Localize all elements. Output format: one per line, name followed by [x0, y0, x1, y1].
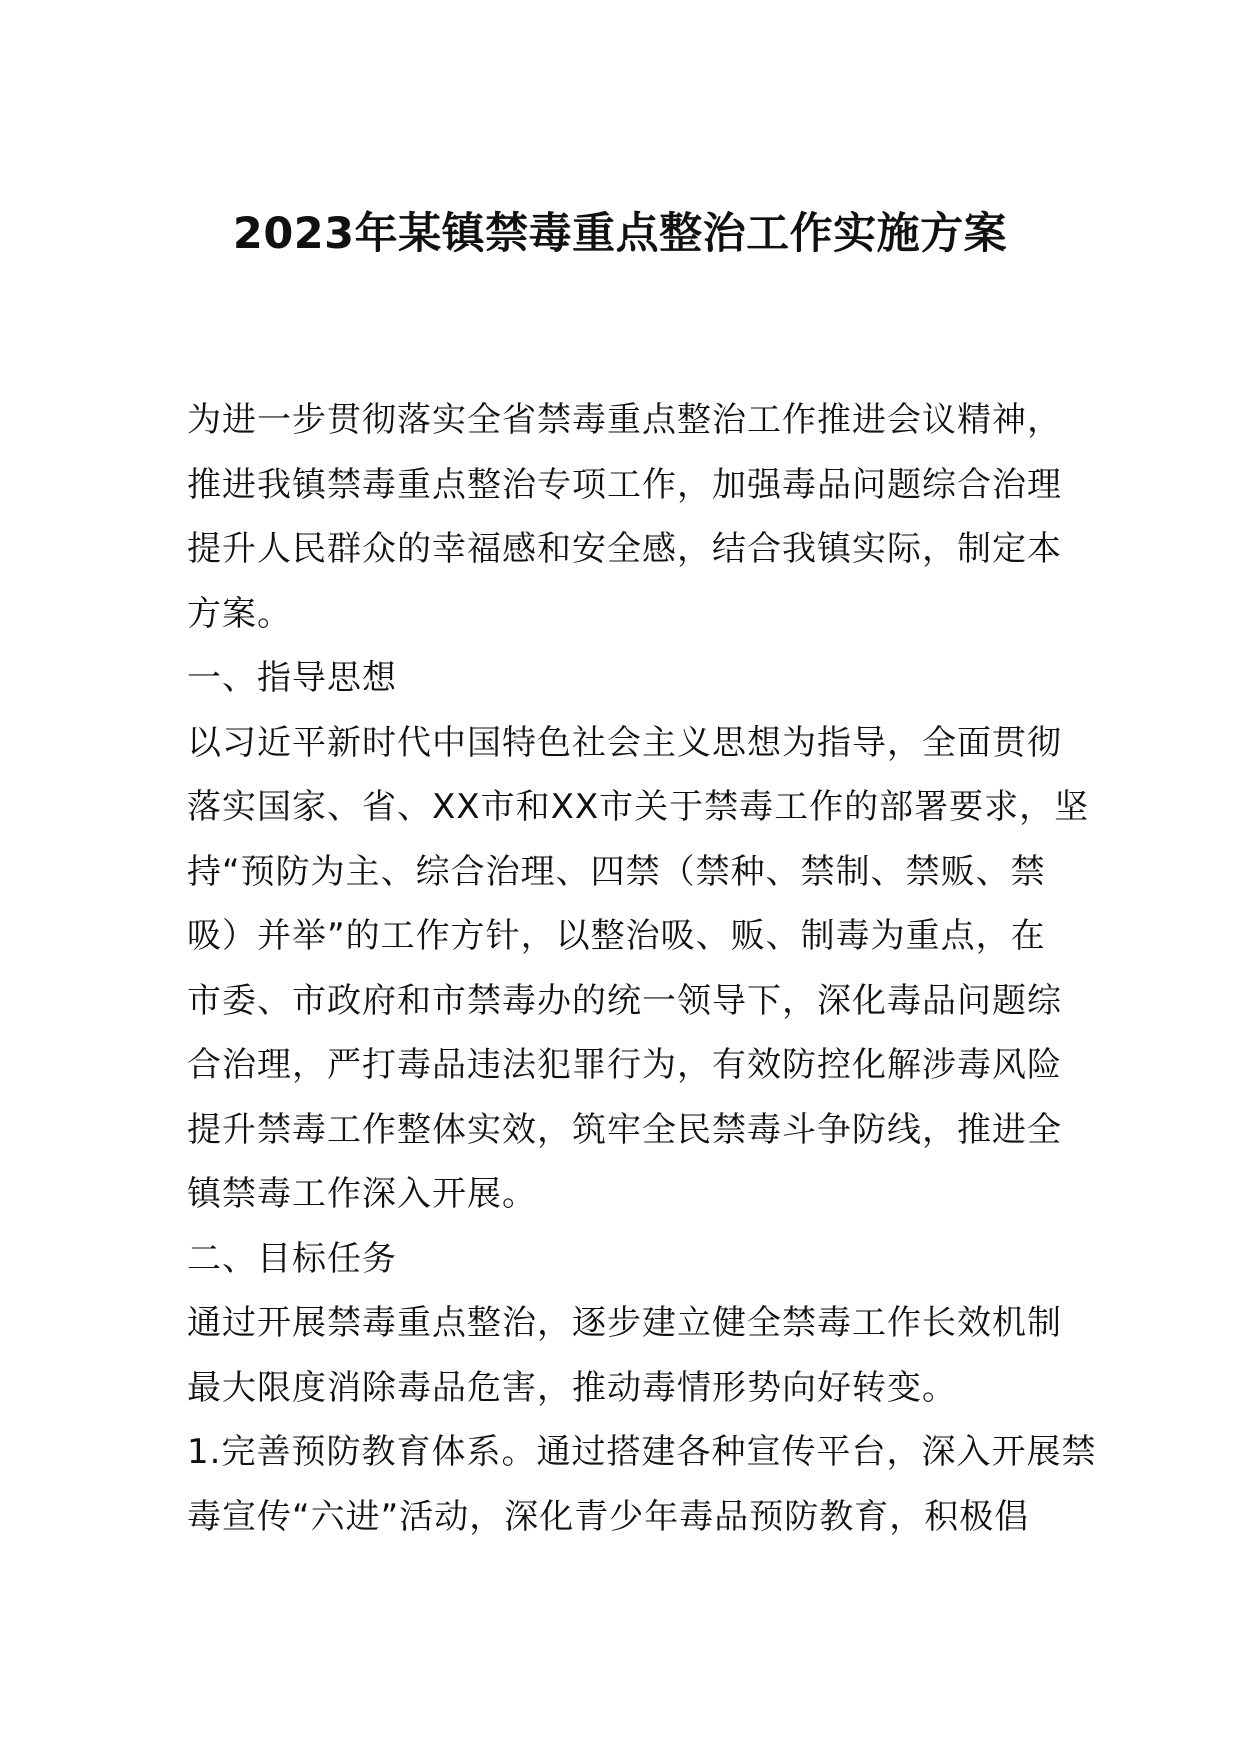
text-line: 落实国家、省、XX市和XX市关于禁毒工作的部署要求，坚 — [187, 787, 1090, 827]
document-title: 2023年某镇禁毒重点整治工作实施方案 — [232, 209, 1008, 259]
text-line: 通过开展禁毒重点整治，逐步建立健全禁毒工作长效机制 — [187, 1303, 1062, 1343]
text-line: 镇禁毒工作深入开展。 — [187, 1174, 537, 1214]
text-line: 吸）并举”的工作方针，以整治吸、贩、制毒为重点，在 — [187, 916, 1046, 956]
text-line: 推进我镇禁毒重点整治专项工作，加强毒品问题综合治理 — [187, 464, 1062, 505]
text-line: 方案。 — [187, 593, 292, 634]
section-heading-objectives: 二、目标任务 — [187, 1238, 397, 1279]
text-line: 1.完善预防教育体系。通过搭建各种宣传平台，深入开展禁 — [187, 1432, 1097, 1472]
text-line: 提升禁毒工作整体实效，筑牢全民禁毒斗争防线，推进全 — [187, 1109, 1062, 1150]
text-line: 持“预防为主、综合治理、四禁（禁种、禁制、禁贩、禁 — [187, 851, 1046, 892]
text-line: 最大限度消除毒品危害，推动毒情形势向好转变。 — [187, 1367, 957, 1408]
section-heading-guiding-ideology: 一、指导思想 — [187, 658, 397, 698]
text-line: 为进一步贯彻落实全省禁毒重点整治工作推进会议精神， — [187, 400, 1062, 440]
text-line: 以习近平新时代中国特色社会主义思想为指导，全面贯彻 — [187, 722, 1062, 763]
text-line: 合治理，严打毒品违法犯罪行为，有效防控化解涉毒风险 — [187, 1045, 1062, 1085]
text-line: 毒宣传“六进”活动，深化青少年毒品预防教育，积极倡 — [187, 1496, 1030, 1537]
document-body — [187, 388, 1097, 1549]
text-line: 市委、市政府和市禁毒办的统一领导下，深化毒品问题综 — [187, 980, 1062, 1021]
text-line: 提升人民群众的幸福感和安全感，结合我镇实际，制定本 — [187, 529, 1062, 569]
